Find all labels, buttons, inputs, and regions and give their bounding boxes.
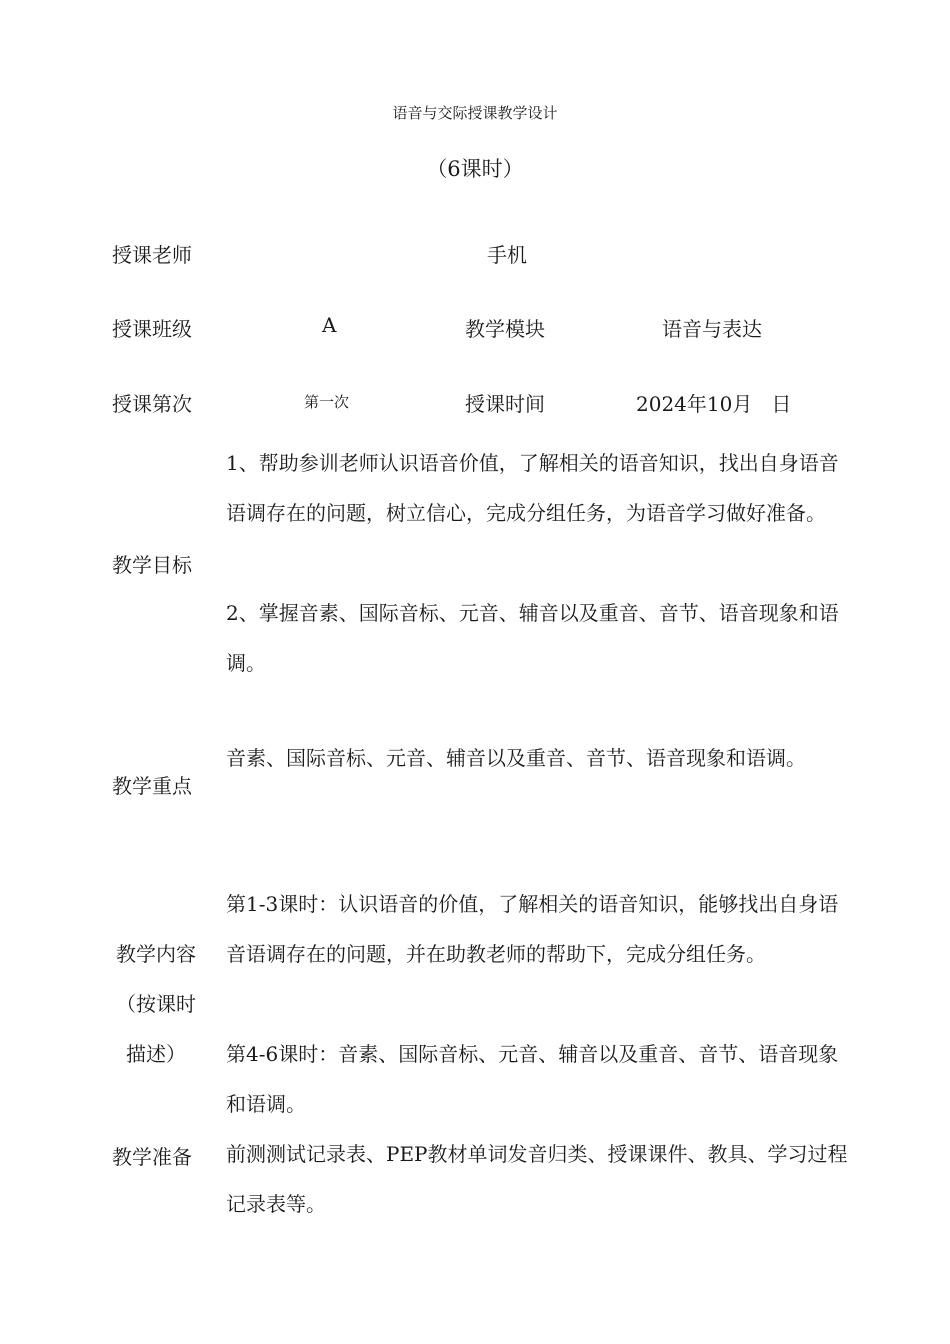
document-subtitle: （6课时） xyxy=(426,157,524,181)
preparation-label: 教学准备 xyxy=(112,1145,192,1169)
content-part-2: 第4-6课时：音素、国际音标、元音、辅音以及重音、音节、语音现象和语调。 xyxy=(226,1042,839,1116)
content-part-1: 第1-3课时：认识语音的价值，了解相关的语音知识，能够找出自身语音语调存在的问题，并在助教老师的帮助下，完成分组任务。 xyxy=(226,892,839,966)
keypoints-label: 教学重点 xyxy=(112,774,192,798)
session-label: 授课第次 xyxy=(112,392,192,416)
class-value: A xyxy=(322,313,337,337)
content-label-line1: 教学内容 xyxy=(116,942,196,966)
document-title: 语音与交际授课教学设计 xyxy=(392,104,558,122)
class-label: 授课班级 xyxy=(112,317,192,341)
objective-item-1: 1、帮助参训老师认识语音价值，了解相关的语音知识，找出自身语音语调存在的问题，树立信心，完成分组任务，为语音学习做好准备。 xyxy=(226,451,839,525)
preparation-text: 前测测试记录表、PEP教材单词发音归类、授课课件、教具、学习过程记录表等。 xyxy=(226,1142,848,1216)
content-label-line2: （按课时 xyxy=(116,992,196,1016)
session-value: 第一次 xyxy=(304,393,350,411)
objective-item-2: 2、掌握音素、国际音标、元音、辅音以及重音、音节、语音现象和语调。 xyxy=(226,601,839,675)
module-label: 教学模块 xyxy=(465,317,545,341)
teacher-value: 手机 xyxy=(487,243,527,267)
time-value: 2024年10月 日 xyxy=(636,392,792,416)
time-label: 授课时间 xyxy=(465,392,545,416)
content-label-line3: 描述） xyxy=(126,1042,186,1066)
teacher-label: 授课老师 xyxy=(112,243,192,267)
module-value: 语音与表达 xyxy=(662,317,762,341)
objectives-label: 教学目标 xyxy=(112,553,192,577)
keypoints-text: 音素、国际音标、元音、辅音以及重音、音节、语音现象和语调。 xyxy=(226,746,806,770)
content-label xyxy=(100,929,212,1079)
